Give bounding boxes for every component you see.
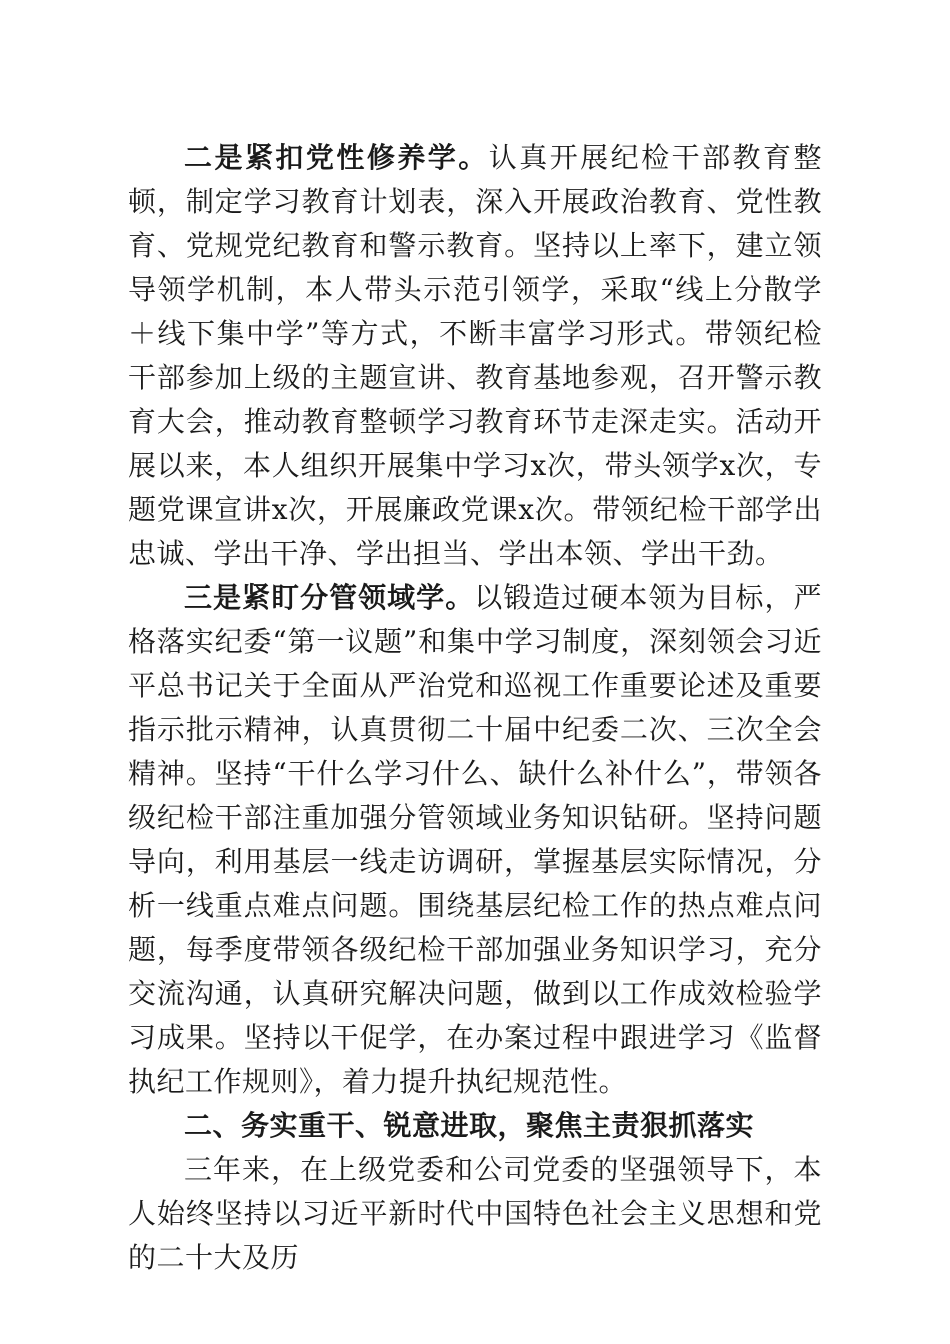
paragraph-party-spirit bbox=[128, 136, 822, 576]
paragraph-domain-study bbox=[128, 576, 822, 1104]
paragraph-lead: 三是紧盯分管领域学。 bbox=[184, 581, 475, 614]
paragraph-body: 以锻造过硬本领为目标，严格落实纪委“第一议题”和集中学习制度，深刻领会习近平总书记关于全面从严治党和巡视工作重要论述及重要指示批示精神，认真贯彻二十届中纪委二次、三次全会精神。坚持“干什么学习什么、缺什么补什么”，带领各级纪检干部注重加强分管领域业务知识钻研。坚持问题导向，利用基层一线走访调研，掌握基层实际情况，分析一线重点难点问题。围绕基层纪检工作的热点难点问题，每季度带领各级纪检干部加强业务知识学习，充分交流沟通，认真研究解决问题，做到以工作成效检验学习成果。坚持以干促学，在办案过程中跟进学习《监督执纪工作规则》，着力提升执纪规范性。 bbox=[128, 581, 822, 1098]
paragraph-lead: 二是紧扣党性修养学。 bbox=[184, 141, 489, 174]
section-heading: 二、务实重干、锐意进取，聚焦主责狠抓落实 bbox=[184, 1109, 755, 1142]
paragraph-closing: 三年来，在上级党委和公司党委的坚强领导下，本人始终坚持以习近平新时代中国特色社会主义思想和党的二十大及历 bbox=[128, 1153, 822, 1274]
paragraph-body: 认真开展纪检干部教育整顿，制定学习教育计划表，深入开展政治教育、党性教育、党规党纪教育和警示教育。坚持以上率下，建立领导领学机制，本人带头示范引领学，采取“线上分散学＋线下集中学”等方式，不断丰富学习形式。带领纪检干部参加上级的主题宣讲、教育基地参观，召开警示教育大会，推动教育整顿学习教育环节走深走实。活动开展以来，本人组织开展集中学习x次，带头领学x次，专题党课宣讲x次，开展廉政党课x次。带领纪检干部学出忠诚、学出干净、学出担当、学出本领、学出干劲。 bbox=[128, 141, 822, 570]
